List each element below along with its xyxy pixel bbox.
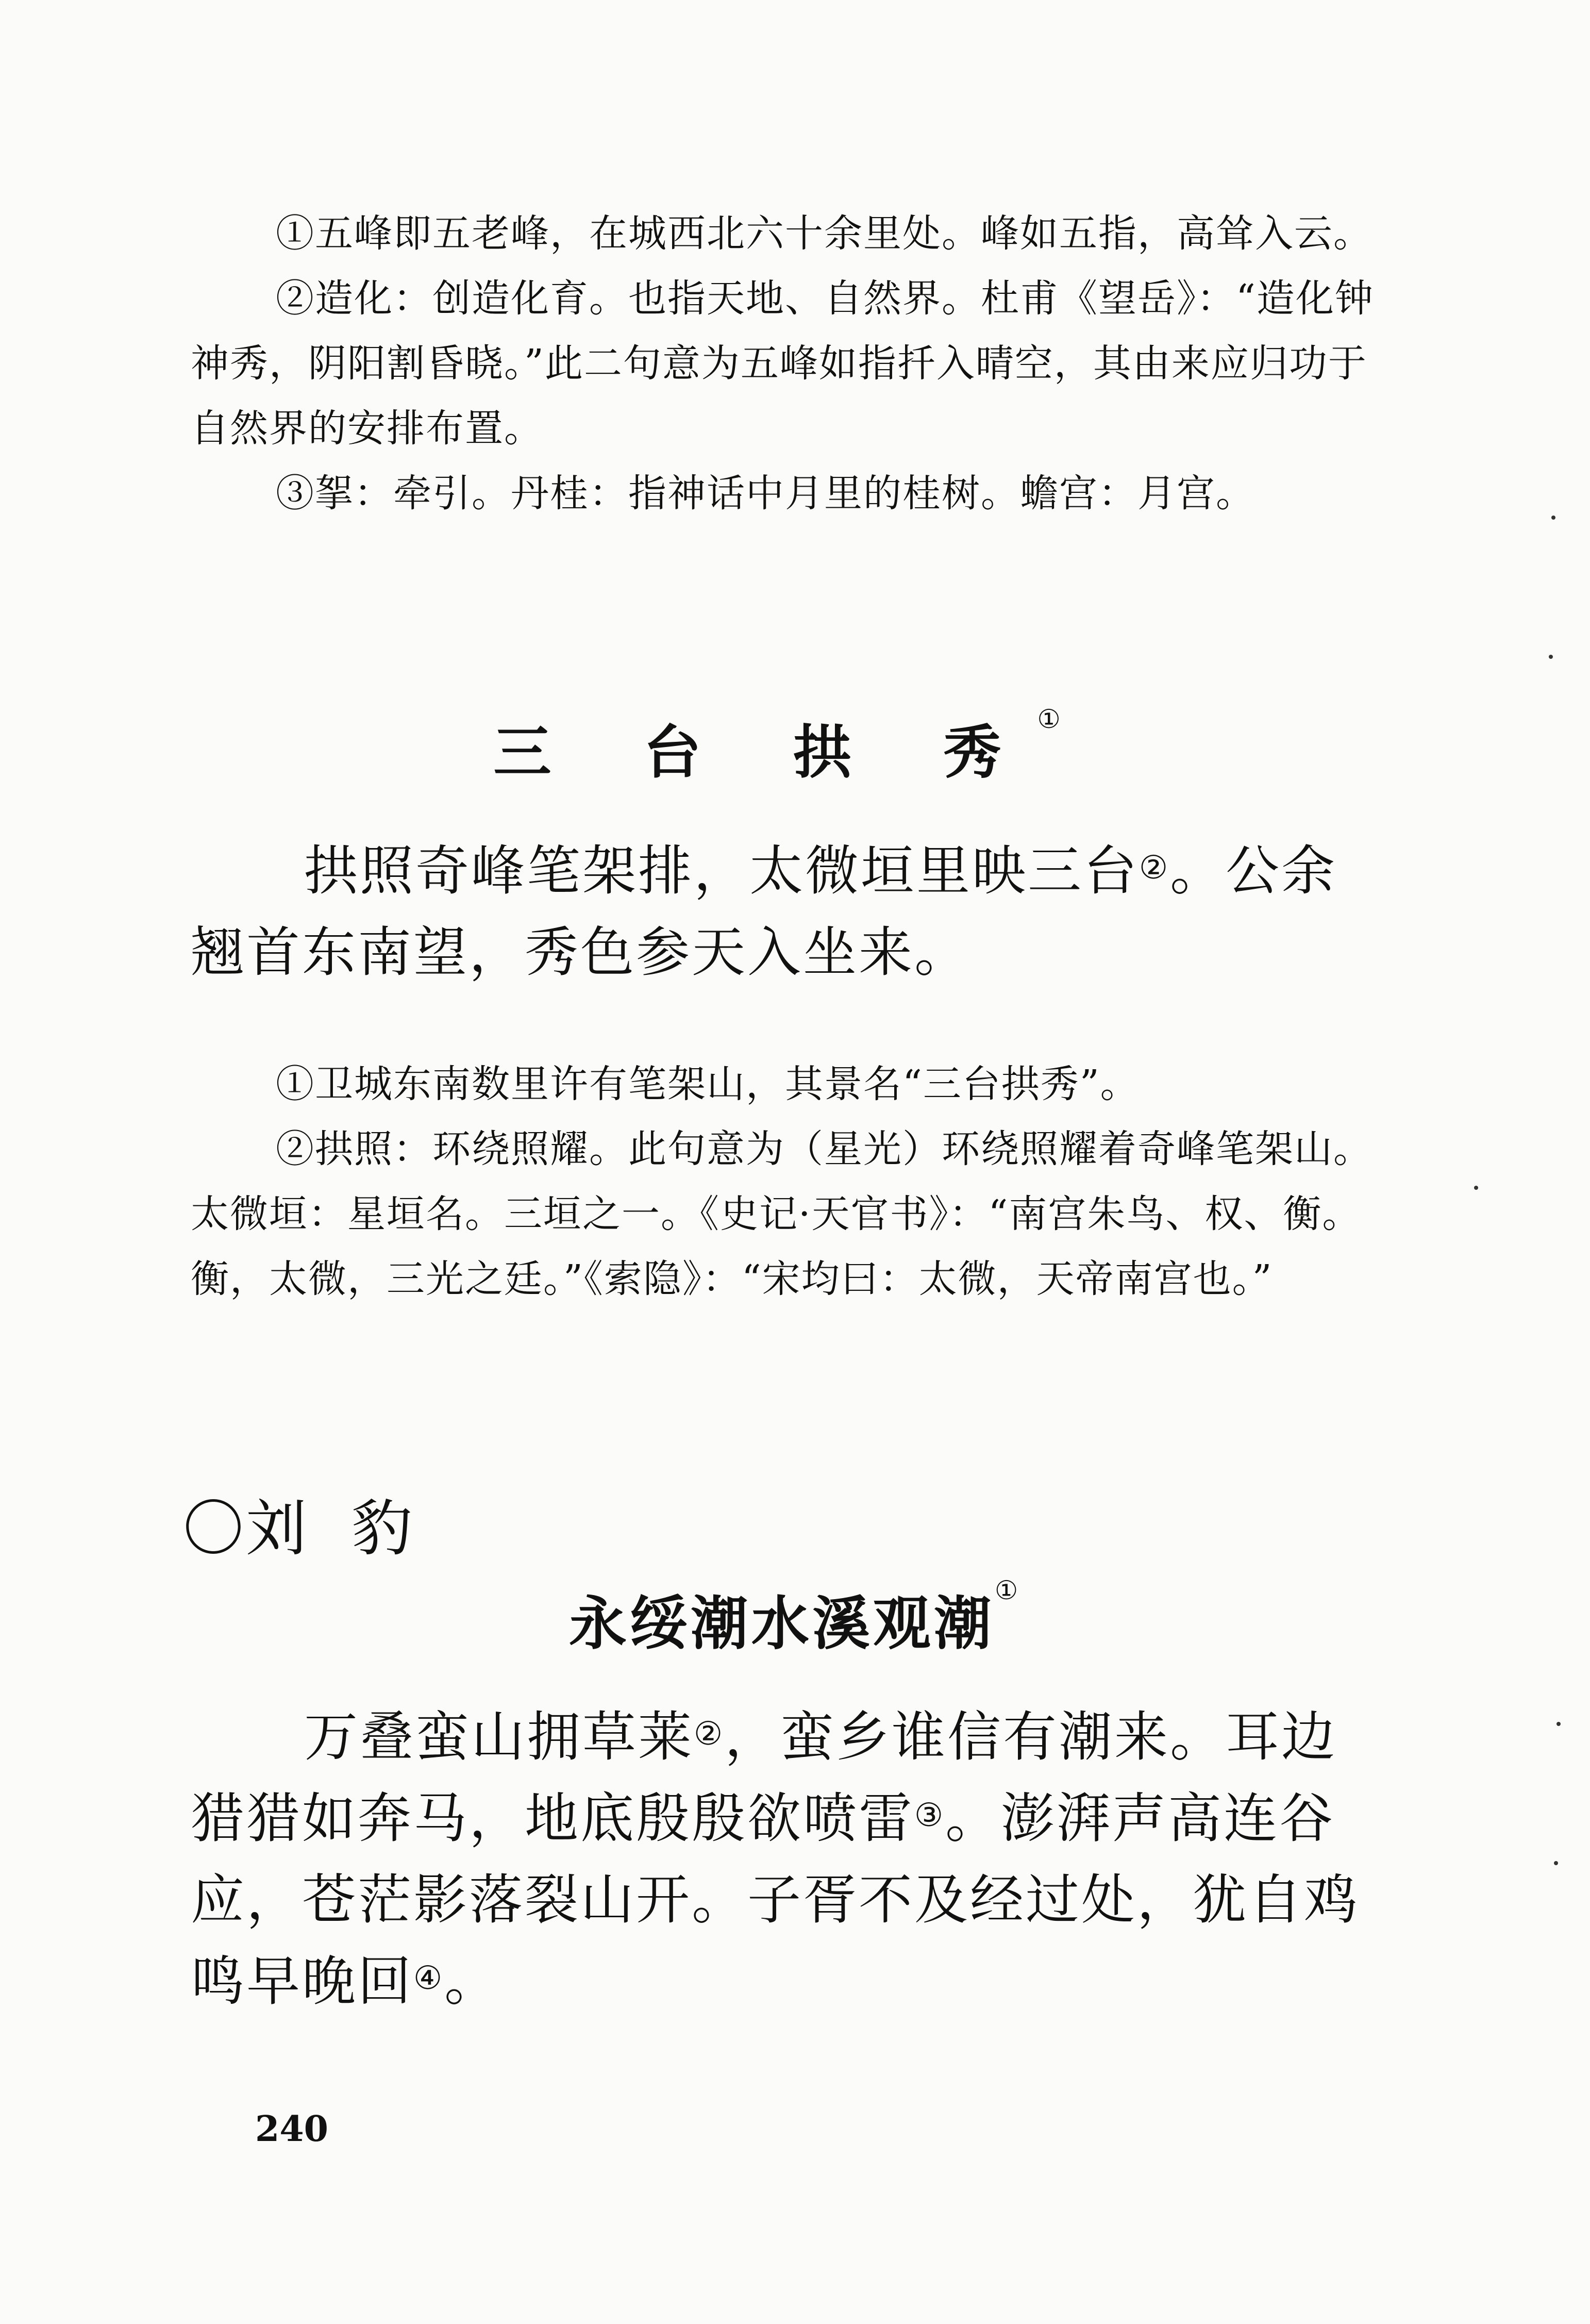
footnote-marker: ③	[914, 1796, 945, 1834]
footnote-1: ①五峰即五老峰，在城西北六十余里处。峰如五指，高耸入云。	[276, 211, 1373, 256]
scan-speck	[1551, 516, 1555, 520]
scan-speck	[1556, 1722, 1561, 1726]
scan-speck	[1554, 1861, 1558, 1865]
footnote-marker: ②	[694, 1714, 725, 1752]
poem-title-1	[0, 703, 1590, 789]
poem-title-2	[0, 1574, 1590, 1661]
footnote-1: ①卫城东南数里许有笔架山，其景名“三台拱秀”。	[276, 1062, 1140, 1106]
poem-title-1-text: 三 台 拱 秀	[493, 719, 1037, 786]
poem-title-2-footnote-marker: ①	[994, 1574, 1022, 1605]
poem-1-text-a: 拱照奇峰笔架排，太微垣里映三台	[304, 839, 1140, 902]
poem-1-text-b: 。公余翘首东南望，秀色参天入坐来。	[191, 839, 1337, 984]
poem-2-text-4: 。	[444, 1950, 500, 2013]
poem-title-2-text: 永绥潮水溪观潮	[568, 1590, 995, 1657]
footnote-marker: ②	[1139, 848, 1170, 886]
notes-section-1	[191, 201, 1376, 526]
scan-speck	[1474, 1186, 1478, 1190]
author-heading: 〇刘 豹	[183, 1493, 415, 1564]
footnote-3: ③挐：牵引。丹桂：指神话中月里的桂树。蟾宫：月宫。	[276, 471, 1255, 516]
poem-body-1	[191, 830, 1376, 993]
poem-2-text-1: 万叠蛮山拥草莱	[304, 1705, 694, 1768]
page-number: 240	[255, 2109, 328, 2150]
poem-body-2	[191, 1696, 1376, 2022]
notes-section-2	[191, 1052, 1376, 1312]
footnote-marker: ④	[413, 1958, 444, 1997]
poem-2-text-2: ，蛮乡谁信有潮来。耳边猎猎如奔马，地底殷殷欲喷雷	[191, 1705, 1337, 1850]
footnote-2: ②造化：创造化育。也指天地、自然界。杜甫《望岳》：“造化钟神秀，阴阳割昏晓。”此二句意为五峰如指扦入晴空，其由来应归功于自然界的安排布置。	[191, 276, 1374, 451]
poem-2-text-3: 。澎湃声高连谷应，苍茫影落裂山开。子胥不及经过处，犹自鸡鸣早晚回	[191, 1787, 1360, 2013]
scan-speck	[1549, 655, 1553, 659]
poem-title-1-footnote-marker: ①	[1037, 703, 1097, 734]
footnote-2: ②拱照：环绕照耀。此句意为（星光）环绕照耀着奇峰笔架山。太微垣：星垣名。三垣之一。《史记·天官书》：“南宫朱鸟、权、衡。衡，太微，三光之廷。”《索隐》：“宋均曰：太微，天帝南宫也。”	[191, 1127, 1373, 1301]
